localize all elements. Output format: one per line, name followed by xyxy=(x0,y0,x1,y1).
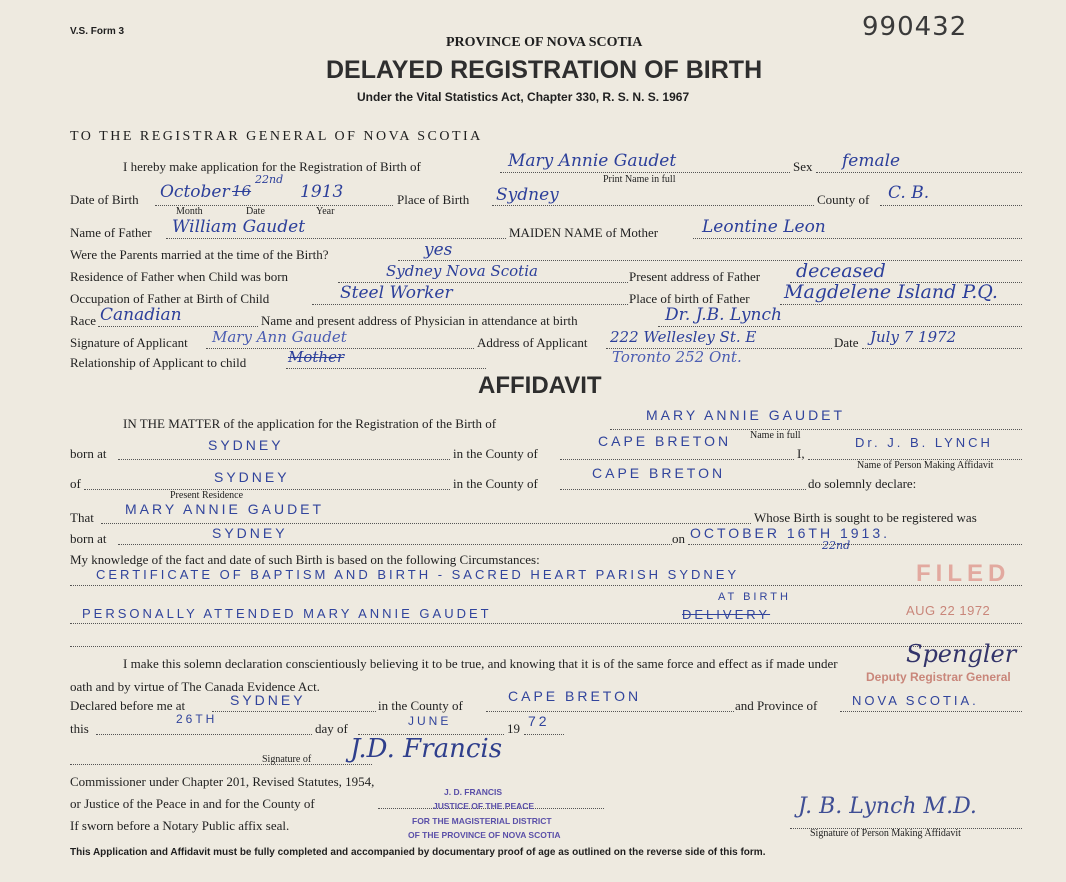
form-title: DELAYED REGISTRATION OF BIRTH xyxy=(326,56,763,84)
circumstance-struck: DELIVERY xyxy=(682,607,771,622)
affidavit-county-line xyxy=(560,459,794,460)
father-line xyxy=(166,238,506,239)
that-label: That xyxy=(70,510,94,525)
physician-value: Dr. J.B. Lynch xyxy=(665,305,782,325)
circumstance-inserted: AT BIRTH xyxy=(718,591,791,603)
applicant-signature-label: Signature of Applicant xyxy=(70,335,188,350)
declare-label: do solemnly declare: xyxy=(808,476,917,491)
sex-line xyxy=(816,172,1022,173)
stamp-line-1: J. D. FRANCIS xyxy=(444,787,503,797)
sex-label: Sex xyxy=(793,159,813,174)
form-subtitle: Under the Vital Statistics Act, Chapter 330, R. S. N. S. 1967 xyxy=(357,90,690,104)
year-caption: Year xyxy=(316,206,335,217)
in-county-label: in the County of xyxy=(453,446,538,461)
married-value: yes xyxy=(424,240,453,260)
circumstance-2: PERSONALLY ATTENDED MARY ANNIE GAUDET xyxy=(82,606,492,621)
solemn-line-2: oath and by virtue of The Canada Evidence Act. xyxy=(70,679,320,694)
relationship-value: Mother xyxy=(288,348,345,366)
month-caption: Month xyxy=(176,206,203,217)
justice-line: or Justice of the Peace in and for the County of xyxy=(70,796,315,811)
commissioner-sig-line xyxy=(70,764,372,765)
born-at2-label: born at xyxy=(70,531,107,546)
circumstance-1: CERTIFICATE OF BAPTISM AND BIRTH - SACRED HEART PARISH SYDNEY xyxy=(96,567,740,582)
filed-stamp-date: AUG 22 1972 xyxy=(906,603,991,618)
applicant-address-label: Address of Applicant xyxy=(477,335,588,350)
of-line xyxy=(84,489,450,490)
dob-year-value: 1913 xyxy=(300,182,344,202)
day-of-value: JUNE xyxy=(408,714,452,728)
application-date-line xyxy=(862,348,1022,349)
father-label: Name of Father xyxy=(70,225,152,240)
relationship-label: Relationship of Applicant to child xyxy=(70,355,247,370)
whose-birth-label: Whose Birth is sought to be registered was xyxy=(754,510,977,525)
affiant-signature-caption: Signature of Person Making Affidavit xyxy=(810,828,961,839)
residence-value: Sydney Nova Scotia xyxy=(386,262,538,280)
affiant-value: Dr. J. B. LYNCH xyxy=(855,435,993,450)
commissioner-line: Commissioner under Chapter 201, Revised Statutes, 1954, xyxy=(70,774,375,789)
file-number: 990432 xyxy=(862,12,968,42)
circumstance-line-2 xyxy=(70,623,1022,624)
this-label: this xyxy=(70,721,89,736)
married-line xyxy=(398,260,1022,261)
married-label: Were the Parents married at the time of the Birth? xyxy=(70,247,329,262)
relationship-line xyxy=(286,368,486,369)
declared-county-line xyxy=(486,711,734,712)
of-value: SYDNEY xyxy=(214,469,290,485)
mother-value: Leontine Leon xyxy=(702,217,826,237)
on-correction: 22nd xyxy=(822,539,851,552)
father-value: William Gaudet xyxy=(172,217,306,237)
applicant-signature-value: Mary Ann Gaudet xyxy=(212,328,347,346)
year-prefix: 19 xyxy=(507,721,520,736)
year-line xyxy=(524,734,564,735)
sex-value: female xyxy=(842,151,901,171)
declared-county-value: CAPE BRETON xyxy=(508,688,642,704)
dob-day-value: 16 xyxy=(232,182,252,200)
name-caption: Print Name in full xyxy=(603,174,676,185)
solemn-line-1: I make this solemn declaration conscientiously believing it to be true, and knowing that it is of the same force and effect as if made under xyxy=(123,656,838,671)
dob-label: Date of Birth xyxy=(70,192,139,207)
on-value: OCTOBER 16TH 1913. xyxy=(690,525,891,541)
present-address-label: Present address of Father xyxy=(629,269,761,284)
commissioner-signature: J.D. Francis xyxy=(350,734,503,764)
child-name-value: Mary Annie Gaudet xyxy=(508,151,677,171)
of-label: of xyxy=(70,476,81,491)
declared-line xyxy=(212,711,376,712)
affidavit-name-value: MARY ANNIE GAUDET xyxy=(646,407,846,423)
that-value: MARY ANNIE GAUDET xyxy=(125,501,325,517)
application-date-label: Date xyxy=(834,335,859,350)
born-at2-line xyxy=(118,544,672,545)
mother-label: MAIDEN NAME of Mother xyxy=(509,225,659,240)
deputy-registrar-label: Deputy Registrar General xyxy=(866,670,1011,684)
race-label: Race xyxy=(70,313,96,328)
stamp-line-2: JUSTICE OF THE PEACE xyxy=(433,801,535,811)
stamp-line-4: OF THE PROVINCE OF NOVA SCOTIA xyxy=(408,830,561,840)
province-value: NOVA SCOTIA. xyxy=(852,693,979,708)
name-line xyxy=(500,172,790,173)
county-value: C. B. xyxy=(888,183,930,203)
in-county-label-2: in the County of xyxy=(453,476,538,491)
born-at2-value: SYDNEY xyxy=(212,525,288,541)
county-line xyxy=(880,205,1022,206)
affidavit-county-value: CAPE BRETON xyxy=(598,433,732,449)
residence-label: Residence of Father when Child was born xyxy=(70,269,289,284)
form-number: V.S. Form 3 xyxy=(70,26,125,37)
physician-label: Name and present address of Physician in attendance at birth xyxy=(261,313,578,328)
this-line xyxy=(96,734,312,735)
on-label: on xyxy=(672,531,685,546)
circumstance-line-1 xyxy=(70,585,1022,586)
affidavit-name-line xyxy=(610,429,1022,430)
intro-label: I hereby make application for the Registration of Birth of xyxy=(123,159,421,174)
signature-of-label: Signature of xyxy=(262,754,312,765)
application-date-value: July 7 1972 xyxy=(870,328,957,346)
province-label: and Province of xyxy=(735,698,818,713)
place-line xyxy=(492,205,814,206)
on-line xyxy=(688,544,1022,545)
race-value: Canadian xyxy=(100,305,182,325)
addressee: TO THE REGISTRAR GENERAL OF NOVA SCOTIA xyxy=(70,129,483,144)
footer-note: This Application and Affidavit must be fully completed and accompanied by documentary proof of age as outlined on the reverse side of this form. xyxy=(70,847,766,858)
mother-line xyxy=(693,238,1022,239)
applicant-address-value: 222 Wellesley St. E xyxy=(610,328,757,346)
county-label: County of xyxy=(817,192,870,207)
year-value: 72 xyxy=(528,713,550,729)
registrar-signature: Spengler xyxy=(906,640,1017,668)
father-birthplace-value: Magdelene Island P.Q. xyxy=(784,281,998,303)
knowledge-label: My knowledge of the fact and date of such Birth is based on the following Circumstances: xyxy=(70,552,540,567)
affidavit-county2-value: CAPE BRETON xyxy=(592,465,726,481)
i-label: I, xyxy=(797,446,805,461)
filed-stamp-label: FILED xyxy=(916,560,1011,587)
born-at-label: born at xyxy=(70,446,107,461)
occupation-label: Occupation of Father at Birth of Child xyxy=(70,291,270,306)
applicant-address-line2: Toronto 252 Ont. xyxy=(612,348,742,366)
declared-county-label: in the County of xyxy=(378,698,463,713)
born-at-value: SYDNEY xyxy=(208,437,284,453)
affiant-signature: J. B. Lynch M.D. xyxy=(798,794,977,819)
affidavit-name-caption: Name in full xyxy=(750,430,801,441)
circumstance-line-3 xyxy=(70,646,1022,647)
affidavit-heading: AFFIDAVIT xyxy=(478,372,602,399)
occupation-value: Steel Worker xyxy=(340,283,453,303)
stamp-line-3: FOR THE MAGISTERIAL DISTRICT xyxy=(412,816,552,826)
day-of-label: day of xyxy=(315,721,348,736)
affidavit-matter-label: IN THE MATTER of the application for the Registration of the Birth of xyxy=(123,416,497,431)
born-at-line xyxy=(118,459,450,460)
province-heading: PROVINCE OF NOVA SCOTIA xyxy=(446,35,643,50)
notary-line: If sworn before a Notary Public affix seal. xyxy=(70,818,290,833)
place-label: Place of Birth xyxy=(397,192,470,207)
father-birthplace-line xyxy=(780,304,1022,305)
affidavit-county2-line xyxy=(560,489,806,490)
place-value: Sydney xyxy=(496,185,559,205)
dob-day-correction: 22nd xyxy=(255,173,284,186)
province-line xyxy=(840,711,1022,712)
father-birthplace-label: Place of birth of Father xyxy=(629,291,750,306)
affiant-caption: Name of Person Making Affidavit xyxy=(857,460,994,471)
declared-value: SYDNEY xyxy=(230,692,306,708)
this-value: 26TH xyxy=(176,712,218,726)
declared-label: Declared before me at xyxy=(70,698,186,713)
physician-line xyxy=(658,326,1022,327)
race-line xyxy=(98,326,258,327)
that-line xyxy=(101,523,751,524)
present-address-value: deceased xyxy=(796,260,886,282)
present-residence-caption: Present Residence xyxy=(170,490,244,501)
date-caption: Date xyxy=(246,206,265,217)
occupation-line xyxy=(312,304,628,305)
dob-month-value: October xyxy=(160,182,230,202)
